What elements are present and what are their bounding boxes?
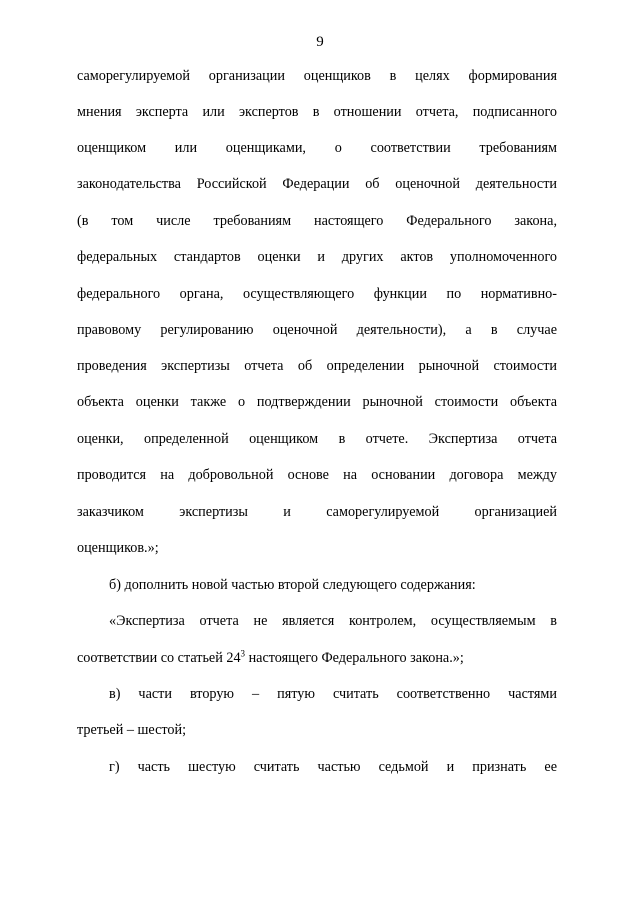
- text-line: б) дополнить новой частью второй следующего содержания:: [109, 577, 476, 593]
- text-line: третьей – шестой;: [77, 722, 187, 738]
- text-line: оценщиком или оценщиками, о соответствии требованиям: [77, 140, 557, 156]
- text-line: федерального органа, осуществляющего функции по нормативно-: [77, 286, 557, 302]
- text-line: правовому регулированию оценочной деятельности), а в случае: [77, 322, 557, 338]
- text-line: законодательства Российской Федерации об оценочной деятельности: [77, 176, 557, 192]
- text-line: заказчиком экспертизы и саморегулируемой организацией: [77, 504, 557, 520]
- text-line: оценщиков.»;: [77, 540, 159, 556]
- text-segment: соответствии со статьей 24: [77, 650, 241, 666]
- text-line: оценки, определенной оценщиком в отчете. Экспертиза отчета: [77, 431, 557, 447]
- text-line: федеральных стандартов оценки и других актов уполномоченного: [77, 249, 557, 265]
- text-line: проведения экспертизы отчета об определении рыночной стоимости: [77, 358, 557, 374]
- text-line: проводится на добровольной основе на основании договора между: [77, 467, 557, 483]
- text-line: «Экспертиза отчета не является контролем, осуществляемым в: [109, 613, 557, 629]
- page-number: 9: [316, 34, 324, 50]
- text-line: в) части вторую – пятую считать соответственно частями: [109, 686, 557, 702]
- text-line: (в том числе требованиям настоящего Федерального закона,: [77, 213, 557, 229]
- text-line: [77, 648, 557, 668]
- text-segment: настоящего Федерального закона.»;: [245, 650, 464, 666]
- text-line: мнения эксперта или экспертов в отношении отчета, подписанного: [77, 104, 557, 120]
- text-line: саморегулируемой организации оценщиков в целях формирования: [77, 68, 557, 84]
- text-line: г) часть шестую считать частью седьмой и признать ее: [109, 759, 557, 775]
- text-line: объекта оценки также о подтверждении рыночной стоимости объекта: [77, 394, 557, 410]
- superscript: 3: [240, 648, 246, 659]
